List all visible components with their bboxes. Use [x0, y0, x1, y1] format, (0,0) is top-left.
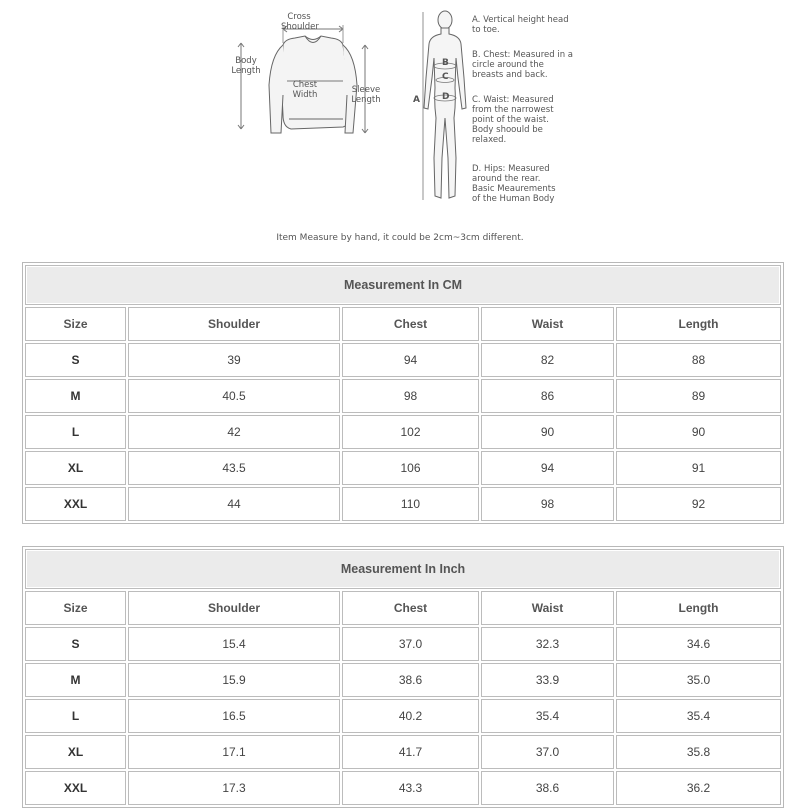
size-cell: M — [25, 663, 126, 697]
shoulder-cell: 42 — [128, 415, 340, 449]
chest-cell: 38.6 — [342, 663, 479, 697]
length-cell: 92 — [616, 487, 781, 521]
waist-cell: 33.9 — [481, 663, 614, 697]
size-cell: S — [25, 343, 126, 377]
chest-cell: 43.3 — [342, 771, 479, 805]
measure-disclaimer: Item Measure by hand, it could be 2cm~3cm different. — [276, 233, 524, 243]
size-cell: L — [25, 699, 126, 733]
shoulder-cell: 39 — [128, 343, 340, 377]
shoulder-cell: 15.9 — [128, 663, 340, 697]
body-figure-diagram — [420, 8, 470, 208]
table-row — [25, 451, 781, 485]
chest-cell: 41.7 — [342, 735, 479, 769]
header-length: Length — [616, 591, 781, 625]
waist-cell: 82 — [481, 343, 614, 377]
marker-d: D — [442, 92, 450, 102]
length-cell: 90 — [616, 415, 781, 449]
waist-cell: 35.4 — [481, 699, 614, 733]
table-row — [25, 627, 781, 661]
marker-a: A — [413, 95, 420, 105]
note-d: D. Hips: Measured around the rear. Basic Meaurements of the Human Body — [472, 164, 556, 204]
table-row — [25, 343, 781, 377]
chest-cell: 102 — [342, 415, 479, 449]
shoulder-cell: 16.5 — [128, 699, 340, 733]
size-cell: M — [25, 379, 126, 413]
length-cell: 91 — [616, 451, 781, 485]
note-a: A. Vertical height head to toe. — [472, 15, 569, 35]
table-row — [25, 663, 781, 697]
shoulder-cell: 17.3 — [128, 771, 340, 805]
chest-cell: 98 — [342, 379, 479, 413]
size-cell: S — [25, 627, 126, 661]
waist-cell: 32.3 — [481, 627, 614, 661]
length-cell: 88 — [616, 343, 781, 377]
length-cell: 35.4 — [616, 699, 781, 733]
header-size: Size — [25, 591, 126, 625]
waist-cell: 94 — [481, 451, 614, 485]
chest-cell: 37.0 — [342, 627, 479, 661]
marker-c: C — [442, 72, 449, 82]
chest-cell: 106 — [342, 451, 479, 485]
size-cell: L — [25, 415, 126, 449]
waist-cell: 98 — [481, 487, 614, 521]
header-size: Size — [25, 307, 126, 341]
chest-cell: 110 — [342, 487, 479, 521]
table-title: Measurement In CM — [25, 265, 781, 305]
inch-measurement-table — [22, 546, 784, 808]
header-length: Length — [616, 307, 781, 341]
length-cell: 35.8 — [616, 735, 781, 769]
size-cell: XXL — [25, 771, 126, 805]
length-cell: 36.2 — [616, 771, 781, 805]
measurement-guide — [0, 0, 800, 250]
size-cell: XL — [25, 451, 126, 485]
shoulder-cell: 17.1 — [128, 735, 340, 769]
header-shoulder: Shoulder — [128, 591, 340, 625]
cm-measurement-table — [22, 262, 784, 524]
size-cell: XXL — [25, 487, 126, 521]
waist-cell: 90 — [481, 415, 614, 449]
table-row — [25, 487, 781, 521]
length-cell: 89 — [616, 379, 781, 413]
shoulder-cell: 40.5 — [128, 379, 340, 413]
length-cell: 35.0 — [616, 663, 781, 697]
shoulder-cell: 43.5 — [128, 451, 340, 485]
length-cell: 34.6 — [616, 627, 781, 661]
header-waist: Waist — [481, 591, 614, 625]
size-cell: XL — [25, 735, 126, 769]
marker-b: B — [442, 58, 449, 68]
chest-cell: 40.2 — [342, 699, 479, 733]
body-length-label: Body Length — [231, 56, 261, 76]
note-b: B. Chest: Measured in a circle around the breasts and back. — [472, 50, 573, 80]
waist-cell: 38.6 — [481, 771, 614, 805]
chest-cell: 94 — [342, 343, 479, 377]
shoulder-cell: 44 — [128, 487, 340, 521]
note-c: C. Waist: Measured from the narrowest point of the waist. Body shoould be relaxed. — [472, 95, 554, 145]
cross-shoulder-label: Cross Shoulder — [281, 12, 319, 32]
table-row — [25, 415, 781, 449]
header-shoulder: Shoulder — [128, 307, 340, 341]
table-row — [25, 735, 781, 769]
table-row — [25, 699, 781, 733]
shoulder-cell: 15.4 — [128, 627, 340, 661]
header-waist: Waist — [481, 307, 614, 341]
header-chest: Chest — [342, 591, 479, 625]
header-chest: Chest — [342, 307, 479, 341]
waist-cell: 86 — [481, 379, 614, 413]
table-row — [25, 379, 781, 413]
sleeve-length-label: Sleeve Length — [351, 85, 381, 105]
table-title: Measurement In Inch — [25, 549, 781, 589]
waist-cell: 37.0 — [481, 735, 614, 769]
chest-width-label: Chest Width — [292, 80, 318, 100]
